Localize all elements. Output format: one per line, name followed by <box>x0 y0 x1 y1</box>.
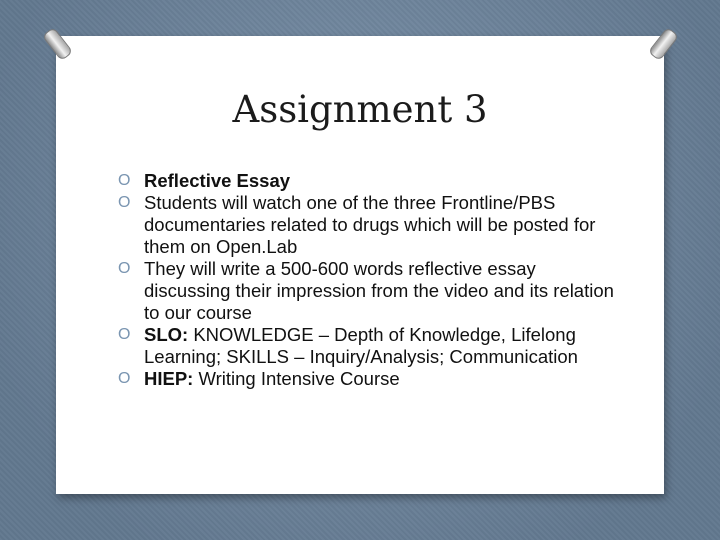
bullet-text: They will write a 500-600 words reflective essay discussing their impression from the video and its relation to our course <box>144 258 614 323</box>
bullet-item <box>118 368 618 390</box>
bullet-list <box>118 170 618 390</box>
bullet-bold-text: SLO: <box>144 324 189 345</box>
bullet-text: Writing Intensive Course <box>193 368 400 389</box>
bullet-bold-text: Reflective Essay <box>144 170 291 191</box>
slide-title: Assignment 3 <box>232 88 488 131</box>
bullet-bold-text: HIEP: <box>144 368 194 389</box>
bullet-item <box>118 324 618 368</box>
pushpin-icon <box>648 27 680 61</box>
bullet-item <box>118 258 618 324</box>
bullet-text: Students will watch one of the three Frontline/PBS documentaries related to drugs which will be posted for them on Open.Lab <box>144 192 596 257</box>
bullet-marker-icon: O <box>118 260 131 277</box>
bullet-marker-icon: O <box>118 370 131 387</box>
bullet-marker-icon: O <box>118 172 131 189</box>
bullet-marker-icon: O <box>118 194 131 211</box>
bullet-item <box>118 170 618 192</box>
bullet-marker-icon: O <box>118 326 131 343</box>
bullet-item <box>118 192 618 258</box>
bullet-text: KNOWLEDGE – Depth of Knowledge, Lifelong Learning; SKILLS – Inquiry/Analysis; Communication <box>144 324 578 367</box>
